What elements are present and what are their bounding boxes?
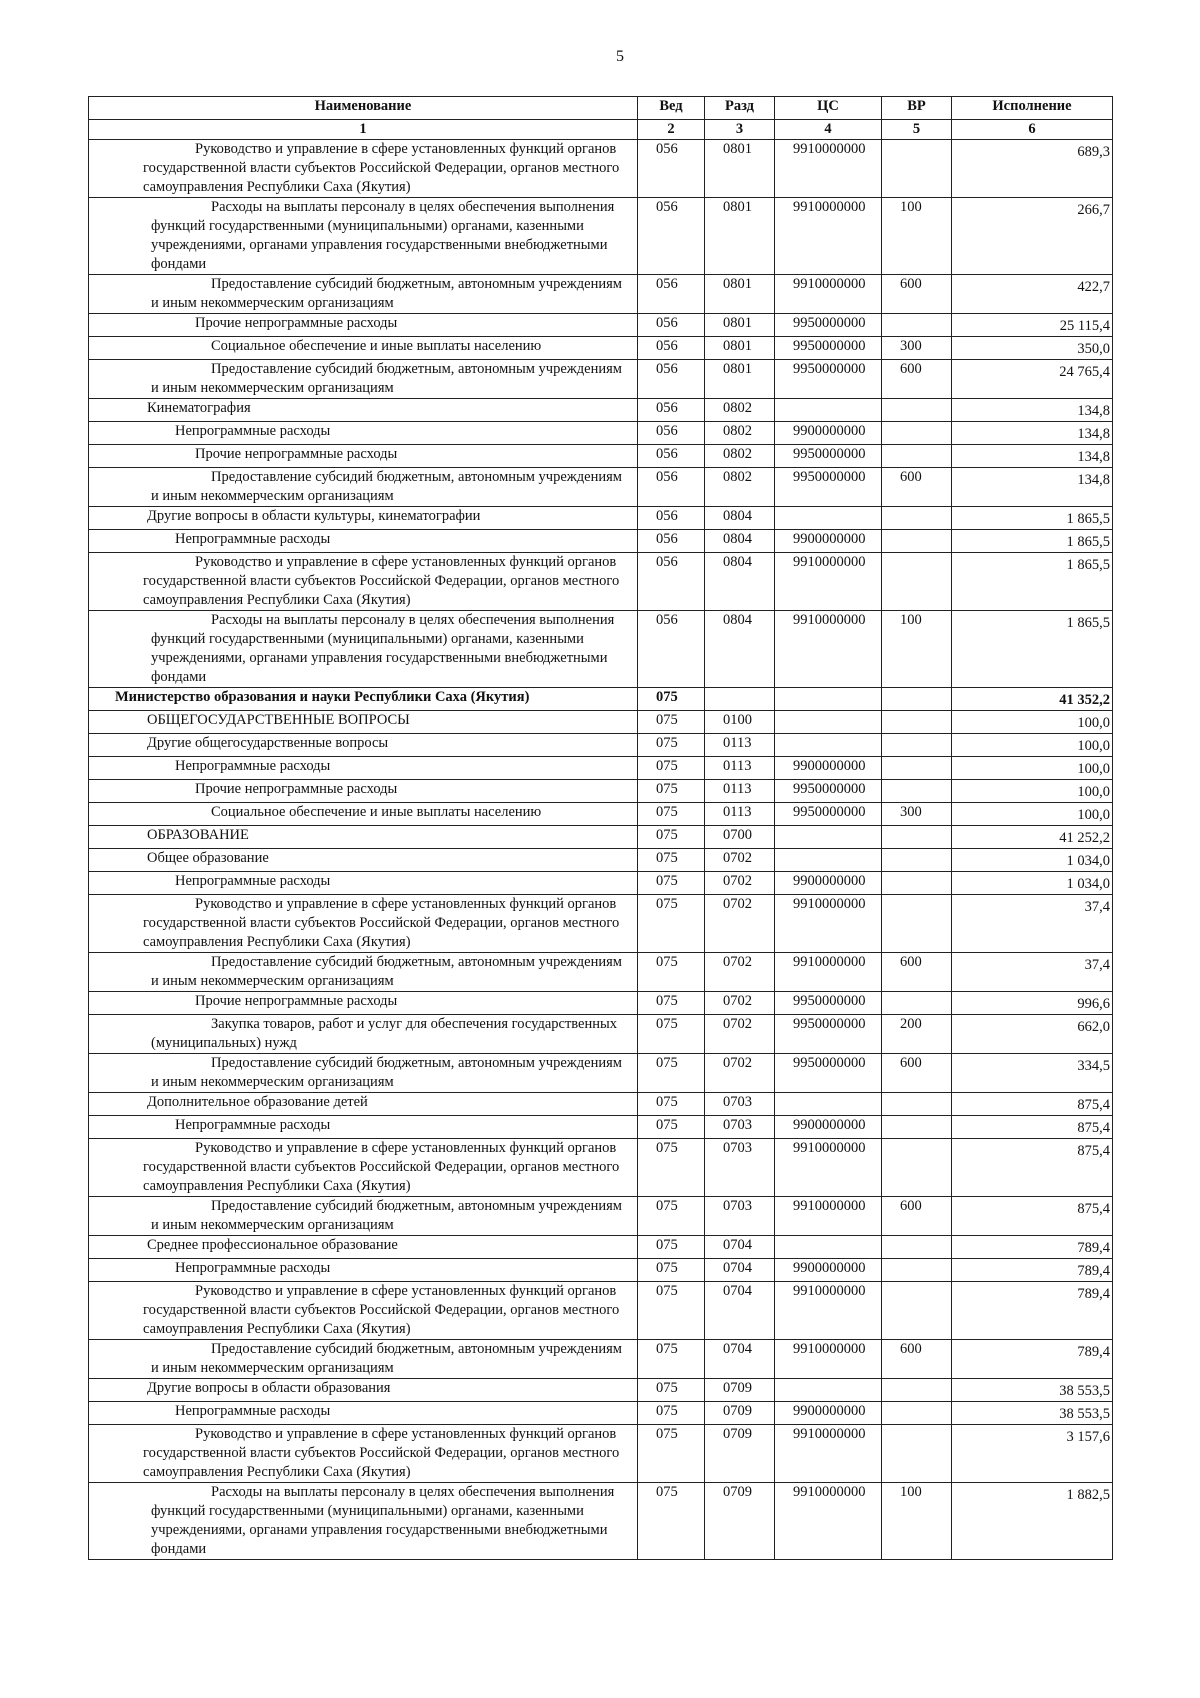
row-razd-cell: 0113 — [705, 757, 775, 780]
row-value-cell: 41 352,2 — [952, 688, 1113, 711]
row-vr-cell — [882, 1236, 952, 1259]
row-ved-cell: 075 — [638, 780, 705, 803]
row-razd-cell: 0113 — [705, 803, 775, 826]
header-number: 4 — [775, 120, 882, 140]
row-name-cell: Дополнительное образование детей — [89, 1093, 638, 1116]
row-name-cell: Непрограммные расходы — [89, 757, 638, 780]
row-name-cell: Руководство и управление в сфере установленных функций органов государственной власти субъектов Российской Федерации, органов местного самоуправления Республики Саха (Якутия) — [89, 140, 638, 198]
row-value-cell: 100,0 — [952, 734, 1113, 757]
row-vr-cell — [882, 1093, 952, 1116]
row-vr-cell — [882, 140, 952, 198]
header-number: 3 — [705, 120, 775, 140]
row-vr-cell — [882, 1116, 952, 1139]
row-ved-cell: 075 — [638, 1379, 705, 1402]
row-cs-cell — [775, 1236, 882, 1259]
row-razd-cell: 0709 — [705, 1425, 775, 1483]
page-number: 5 — [616, 48, 624, 65]
row-cs-cell: 9900000000 — [775, 1116, 882, 1139]
row-value-cell: 422,7 — [952, 275, 1113, 314]
row-razd-cell: 0702 — [705, 872, 775, 895]
table-row — [89, 780, 1113, 803]
table-row — [89, 314, 1113, 337]
row-name-cell: Предоставление субсидий бюджетным, автономным учреждениям и иным некоммерческим организациям — [89, 468, 638, 507]
row-vr-cell: 600 — [882, 275, 952, 314]
row-name-cell: Прочие непрограммные расходы — [89, 314, 638, 337]
row-value-cell: 3 157,6 — [952, 1425, 1113, 1483]
table-row — [89, 140, 1113, 198]
row-value-cell: 1 865,5 — [952, 611, 1113, 688]
row-cs-cell: 9900000000 — [775, 1259, 882, 1282]
row-name-cell: Кинематография — [89, 399, 638, 422]
row-vr-cell — [882, 826, 952, 849]
table-row — [89, 1116, 1113, 1139]
table-row — [89, 1425, 1113, 1483]
row-ved-cell: 075 — [638, 803, 705, 826]
row-cs-cell — [775, 826, 882, 849]
row-value-cell: 875,4 — [952, 1139, 1113, 1197]
row-ved-cell: 075 — [638, 734, 705, 757]
row-ved-cell: 075 — [638, 1282, 705, 1340]
row-razd-cell: 0700 — [705, 826, 775, 849]
row-vr-cell — [882, 711, 952, 734]
table-row — [89, 872, 1113, 895]
row-cs-cell — [775, 849, 882, 872]
row-razd-cell: 0704 — [705, 1259, 775, 1282]
row-vr-cell — [882, 1139, 952, 1197]
row-vr-cell: 600 — [882, 1054, 952, 1093]
row-vr-cell — [882, 849, 952, 872]
row-razd-cell: 0801 — [705, 337, 775, 360]
row-name-cell: Предоставление субсидий бюджетным, автономным учреждениям и иным некоммерческим организациям — [89, 1054, 638, 1093]
row-value-cell: 1 865,5 — [952, 553, 1113, 611]
row-value-cell: 100,0 — [952, 780, 1113, 803]
table-row — [89, 1015, 1113, 1054]
row-value-cell: 350,0 — [952, 337, 1113, 360]
row-name-cell: Предоставление субсидий бюджетным, автономным учреждениям и иным некоммерческим организациям — [89, 953, 638, 992]
row-ved-cell: 056 — [638, 198, 705, 275]
row-vr-cell — [882, 553, 952, 611]
table-row — [89, 757, 1113, 780]
row-value-cell: 266,7 — [952, 198, 1113, 275]
row-value-cell: 875,4 — [952, 1093, 1113, 1116]
table-row — [89, 734, 1113, 757]
row-ved-cell: 075 — [638, 1054, 705, 1093]
table-row — [89, 553, 1113, 611]
header-vr: ВР — [882, 97, 952, 120]
row-razd-cell: 0801 — [705, 314, 775, 337]
table-row — [89, 1236, 1113, 1259]
row-cs-cell: 9910000000 — [775, 1483, 882, 1560]
row-vr-cell — [882, 1425, 952, 1483]
header-number: 5 — [882, 120, 952, 140]
row-ved-cell: 056 — [638, 611, 705, 688]
row-value-cell: 134,8 — [952, 445, 1113, 468]
row-vr-cell: 600 — [882, 1340, 952, 1379]
row-value-cell: 1 865,5 — [952, 530, 1113, 553]
row-razd-cell: 0801 — [705, 360, 775, 399]
header-razd: Разд — [705, 97, 775, 120]
row-value-cell: 334,5 — [952, 1054, 1113, 1093]
row-name-cell: Расходы на выплаты персоналу в целях обеспечения выполнения функций государственными (муниципальными) органами, казенными учреждениями, органами управления государственными внебюджетными фондами — [89, 1483, 638, 1560]
row-ved-cell: 075 — [638, 895, 705, 953]
header-number-row — [89, 120, 1113, 140]
row-razd-cell: 0802 — [705, 445, 775, 468]
row-cs-cell: 9950000000 — [775, 337, 882, 360]
row-ved-cell: 075 — [638, 1259, 705, 1282]
row-ved-cell: 075 — [638, 1402, 705, 1425]
row-cs-cell — [775, 399, 882, 422]
row-razd-cell: 0804 — [705, 507, 775, 530]
table-row — [89, 688, 1113, 711]
row-value-cell: 25 115,4 — [952, 314, 1113, 337]
row-razd-cell: 0704 — [705, 1282, 775, 1340]
row-vr-cell — [882, 872, 952, 895]
row-name-cell: Руководство и управление в сфере установленных функций органов государственной власти субъектов Российской Федерации, органов местного самоуправления Республики Саха (Якутия) — [89, 1139, 638, 1197]
row-cs-cell — [775, 734, 882, 757]
table-row — [89, 1483, 1113, 1560]
row-value-cell: 100,0 — [952, 711, 1113, 734]
row-ved-cell: 075 — [638, 1197, 705, 1236]
table-row — [89, 895, 1113, 953]
row-vr-cell — [882, 507, 952, 530]
row-cs-cell — [775, 711, 882, 734]
row-vr-cell — [882, 992, 952, 1015]
row-vr-cell — [882, 314, 952, 337]
row-razd-cell: 0704 — [705, 1340, 775, 1379]
table-row — [89, 849, 1113, 872]
row-cs-cell: 9950000000 — [775, 468, 882, 507]
row-value-cell: 41 252,2 — [952, 826, 1113, 849]
header-execution: Исполнение — [952, 97, 1113, 120]
row-razd-cell — [705, 688, 775, 711]
row-cs-cell: 9950000000 — [775, 992, 882, 1015]
row-value-cell: 24 765,4 — [952, 360, 1113, 399]
table-row — [89, 826, 1113, 849]
header-number: 6 — [952, 120, 1113, 140]
row-vr-cell: 100 — [882, 611, 952, 688]
header-number: 2 — [638, 120, 705, 140]
row-vr-cell — [882, 1259, 952, 1282]
row-ved-cell: 075 — [638, 1425, 705, 1483]
row-cs-cell: 9910000000 — [775, 198, 882, 275]
table-row — [89, 507, 1113, 530]
row-razd-cell: 0703 — [705, 1139, 775, 1197]
row-vr-cell: 300 — [882, 337, 952, 360]
row-cs-cell: 9950000000 — [775, 360, 882, 399]
row-razd-cell: 0113 — [705, 780, 775, 803]
row-name-cell: Расходы на выплаты персоналу в целях обеспечения выполнения функций государственными (муниципальными) органами, казенными учреждениями, органами управления государственными внебюджетными фондами — [89, 198, 638, 275]
row-name-cell: Руководство и управление в сфере установленных функций органов государственной власти субъектов Российской Федерации, органов местного самоуправления Республики Саха (Якутия) — [89, 895, 638, 953]
row-value-cell: 100,0 — [952, 803, 1113, 826]
row-vr-cell: 100 — [882, 1483, 952, 1560]
row-ved-cell: 056 — [638, 360, 705, 399]
row-name-cell: Другие вопросы в области культуры, кинематографии — [89, 507, 638, 530]
row-cs-cell: 9910000000 — [775, 1139, 882, 1197]
table-row — [89, 1093, 1113, 1116]
row-cs-cell: 9950000000 — [775, 1054, 882, 1093]
row-razd-cell: 0801 — [705, 140, 775, 198]
row-ved-cell: 075 — [638, 872, 705, 895]
row-vr-cell — [882, 688, 952, 711]
row-value-cell: 875,4 — [952, 1197, 1113, 1236]
table-row — [89, 803, 1113, 826]
row-vr-cell — [882, 1379, 952, 1402]
row-cs-cell: 9900000000 — [775, 872, 882, 895]
table-row — [89, 1379, 1113, 1402]
row-cs-cell: 9910000000 — [775, 1282, 882, 1340]
row-name-cell: Предоставление субсидий бюджетным, автономным учреждениям и иным некоммерческим организациям — [89, 275, 638, 314]
row-value-cell: 38 553,5 — [952, 1402, 1113, 1425]
row-vr-cell — [882, 780, 952, 803]
row-razd-cell: 0804 — [705, 611, 775, 688]
row-razd-cell: 0802 — [705, 468, 775, 507]
row-ved-cell: 056 — [638, 314, 705, 337]
row-razd-cell: 0704 — [705, 1236, 775, 1259]
row-cs-cell — [775, 1379, 882, 1402]
row-value-cell: 1 865,5 — [952, 507, 1113, 530]
row-name-cell: Непрограммные расходы — [89, 1259, 638, 1282]
header-cs: ЦС — [775, 97, 882, 120]
table-row — [89, 1402, 1113, 1425]
header-name: Наименование — [89, 97, 638, 120]
row-ved-cell: 075 — [638, 953, 705, 992]
row-name-cell: Среднее профессиональное образование — [89, 1236, 638, 1259]
row-razd-cell: 0703 — [705, 1197, 775, 1236]
row-value-cell: 1 034,0 — [952, 872, 1113, 895]
header-row — [89, 97, 1113, 120]
table-row — [89, 1197, 1113, 1236]
row-ved-cell: 075 — [638, 849, 705, 872]
row-name-cell: Непрограммные расходы — [89, 1402, 638, 1425]
row-name-cell: Другие общегосударственные вопросы — [89, 734, 638, 757]
row-value-cell: 37,4 — [952, 953, 1113, 992]
row-cs-cell: 9910000000 — [775, 275, 882, 314]
row-razd-cell: 0702 — [705, 992, 775, 1015]
row-value-cell: 875,4 — [952, 1116, 1113, 1139]
row-razd-cell: 0702 — [705, 1054, 775, 1093]
row-name-cell: Непрограммные расходы — [89, 422, 638, 445]
row-ved-cell: 075 — [638, 1340, 705, 1379]
row-vr-cell: 600 — [882, 1197, 952, 1236]
row-value-cell: 789,4 — [952, 1282, 1113, 1340]
row-name-cell: Руководство и управление в сфере установленных функций органов государственной власти субъектов Российской Федерации, органов местного самоуправления Республики Саха (Якутия) — [89, 553, 638, 611]
row-ved-cell: 075 — [638, 1116, 705, 1139]
row-vr-cell — [882, 422, 952, 445]
row-vr-cell: 100 — [882, 198, 952, 275]
row-cs-cell: 9910000000 — [775, 553, 882, 611]
row-cs-cell: 9900000000 — [775, 757, 882, 780]
row-name-cell: Предоставление субсидий бюджетным, автономным учреждениям и иным некоммерческим организациям — [89, 1340, 638, 1379]
budget-table-container — [88, 96, 1112, 1560]
row-ved-cell: 075 — [638, 992, 705, 1015]
row-value-cell: 789,4 — [952, 1259, 1113, 1282]
table-row — [89, 360, 1113, 399]
table-row — [89, 611, 1113, 688]
row-value-cell: 789,4 — [952, 1340, 1113, 1379]
row-cs-cell: 9910000000 — [775, 1340, 882, 1379]
row-value-cell: 134,8 — [952, 399, 1113, 422]
row-cs-cell: 9950000000 — [775, 445, 882, 468]
row-value-cell: 100,0 — [952, 757, 1113, 780]
row-cs-cell: 9950000000 — [775, 780, 882, 803]
row-ved-cell: 075 — [638, 688, 705, 711]
row-cs-cell: 9910000000 — [775, 140, 882, 198]
row-vr-cell — [882, 1282, 952, 1340]
row-razd-cell: 0709 — [705, 1402, 775, 1425]
table-row — [89, 422, 1113, 445]
budget-execution-table — [88, 96, 1113, 1560]
row-ved-cell: 075 — [638, 1483, 705, 1560]
row-razd-cell: 0703 — [705, 1116, 775, 1139]
row-name-cell: Руководство и управление в сфере установленных функций органов государственной власти субъектов Российской Федерации, органов местного самоуправления Республики Саха (Якутия) — [89, 1425, 638, 1483]
table-header — [89, 97, 1113, 140]
row-value-cell: 134,8 — [952, 468, 1113, 507]
table-row — [89, 337, 1113, 360]
table-row — [89, 1282, 1113, 1340]
row-cs-cell: 9950000000 — [775, 803, 882, 826]
row-name-cell: ОБЩЕГОСУДАРСТВЕННЫЕ ВОПРОСЫ — [89, 711, 638, 734]
row-ved-cell: 056 — [638, 445, 705, 468]
header-ved: Вед — [638, 97, 705, 120]
row-vr-cell — [882, 445, 952, 468]
row-vr-cell — [882, 399, 952, 422]
row-ved-cell: 056 — [638, 553, 705, 611]
table-row — [89, 1054, 1113, 1093]
row-value-cell: 996,6 — [952, 992, 1113, 1015]
row-value-cell: 1 882,5 — [952, 1483, 1113, 1560]
row-cs-cell: 9950000000 — [775, 314, 882, 337]
row-name-cell: Руководство и управление в сфере установленных функций органов государственной власти субъектов Российской Федерации, органов местного самоуправления Республики Саха (Якутия) — [89, 1282, 638, 1340]
row-razd-cell: 0702 — [705, 849, 775, 872]
row-name-cell: Предоставление субсидий бюджетным, автономным учреждениям и иным некоммерческим организациям — [89, 360, 638, 399]
row-ved-cell: 056 — [638, 530, 705, 553]
row-vr-cell — [882, 530, 952, 553]
row-name-cell: ОБРАЗОВАНИЕ — [89, 826, 638, 849]
row-razd-cell: 0804 — [705, 530, 775, 553]
row-cs-cell: 9910000000 — [775, 1425, 882, 1483]
row-ved-cell: 056 — [638, 507, 705, 530]
row-razd-cell: 0709 — [705, 1483, 775, 1560]
row-ved-cell: 056 — [638, 399, 705, 422]
row-name-cell: Непрограммные расходы — [89, 1116, 638, 1139]
row-razd-cell: 0702 — [705, 895, 775, 953]
row-cs-cell: 9900000000 — [775, 530, 882, 553]
row-name-cell: Прочие непрограммные расходы — [89, 445, 638, 468]
row-value-cell: 37,4 — [952, 895, 1113, 953]
row-cs-cell: 9910000000 — [775, 895, 882, 953]
row-razd-cell: 0802 — [705, 422, 775, 445]
row-ved-cell: 056 — [638, 140, 705, 198]
row-name-cell: Общее образование — [89, 849, 638, 872]
table-row — [89, 1340, 1113, 1379]
row-name-cell: Социальное обеспечение и иные выплаты населению — [89, 337, 638, 360]
row-value-cell: 662,0 — [952, 1015, 1113, 1054]
row-ved-cell: 056 — [638, 468, 705, 507]
row-razd-cell: 0802 — [705, 399, 775, 422]
table-row — [89, 1139, 1113, 1197]
table-row — [89, 953, 1113, 992]
row-cs-cell: 9900000000 — [775, 1402, 882, 1425]
row-ved-cell: 075 — [638, 1139, 705, 1197]
row-name-cell: Социальное обеспечение и иные выплаты населению — [89, 803, 638, 826]
row-name-cell: Непрограммные расходы — [89, 530, 638, 553]
row-value-cell: 134,8 — [952, 422, 1113, 445]
row-cs-cell: 9950000000 — [775, 1015, 882, 1054]
row-ved-cell: 075 — [638, 1015, 705, 1054]
table-row — [89, 445, 1113, 468]
row-value-cell: 1 034,0 — [952, 849, 1113, 872]
row-name-cell: Непрограммные расходы — [89, 872, 638, 895]
row-ved-cell: 075 — [638, 826, 705, 849]
row-razd-cell: 0709 — [705, 1379, 775, 1402]
row-cs-cell: 9910000000 — [775, 1197, 882, 1236]
row-ved-cell: 056 — [638, 422, 705, 445]
table-row — [89, 198, 1113, 275]
row-name-cell: Министерство образования и науки Республики Саха (Якутия) — [89, 688, 638, 711]
row-name-cell: Прочие непрограммные расходы — [89, 992, 638, 1015]
table-row — [89, 711, 1113, 734]
row-cs-cell: 9910000000 — [775, 953, 882, 992]
row-name-cell: Прочие непрограммные расходы — [89, 780, 638, 803]
row-razd-cell: 0804 — [705, 553, 775, 611]
row-razd-cell: 0801 — [705, 198, 775, 275]
table-row — [89, 992, 1113, 1015]
row-cs-cell — [775, 1093, 882, 1116]
row-value-cell: 38 553,5 — [952, 1379, 1113, 1402]
row-vr-cell: 600 — [882, 953, 952, 992]
row-vr-cell: 600 — [882, 360, 952, 399]
row-ved-cell: 056 — [638, 275, 705, 314]
row-razd-cell: 0702 — [705, 953, 775, 992]
row-name-cell: Расходы на выплаты персоналу в целях обеспечения выполнения функций государственными (муниципальными) органами, казенными учреждениями, органами управления государственными внебюджетными фондами — [89, 611, 638, 688]
row-name-cell: Другие вопросы в области образования — [89, 1379, 638, 1402]
row-razd-cell: 0113 — [705, 734, 775, 757]
row-vr-cell — [882, 1402, 952, 1425]
row-vr-cell — [882, 757, 952, 780]
row-name-cell: Закупка товаров, работ и услуг для обеспечения государственных (муниципальных) нужд — [89, 1015, 638, 1054]
table-row — [89, 530, 1113, 553]
table-row — [89, 275, 1113, 314]
row-vr-cell: 200 — [882, 1015, 952, 1054]
row-name-cell: Предоставление субсидий бюджетным, автономным учреждениям и иным некоммерческим организациям — [89, 1197, 638, 1236]
row-ved-cell: 075 — [638, 1236, 705, 1259]
table-row — [89, 399, 1113, 422]
row-razd-cell: 0702 — [705, 1015, 775, 1054]
row-cs-cell: 9910000000 — [775, 611, 882, 688]
row-ved-cell: 056 — [638, 337, 705, 360]
table-row — [89, 1259, 1113, 1282]
row-cs-cell — [775, 507, 882, 530]
row-ved-cell: 075 — [638, 1093, 705, 1116]
table-row — [89, 468, 1113, 507]
table-body — [89, 140, 1113, 1560]
row-razd-cell: 0703 — [705, 1093, 775, 1116]
row-vr-cell: 300 — [882, 803, 952, 826]
row-vr-cell — [882, 734, 952, 757]
row-vr-cell: 600 — [882, 468, 952, 507]
row-ved-cell: 075 — [638, 757, 705, 780]
header-number: 1 — [89, 120, 638, 140]
row-razd-cell: 0100 — [705, 711, 775, 734]
row-razd-cell: 0801 — [705, 275, 775, 314]
row-value-cell: 789,4 — [952, 1236, 1113, 1259]
row-vr-cell — [882, 895, 952, 953]
row-ved-cell: 075 — [638, 711, 705, 734]
row-cs-cell — [775, 688, 882, 711]
row-cs-cell: 9900000000 — [775, 422, 882, 445]
row-value-cell: 689,3 — [952, 140, 1113, 198]
